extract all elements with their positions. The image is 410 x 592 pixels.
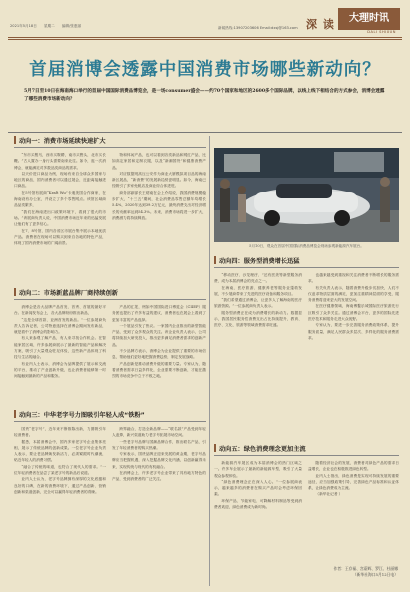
headline: 首届消博会透露中国消费市场哪些新动向？ bbox=[29, 60, 381, 80]
column-6: 跨界融合，打造全新品牌——“联名款”产品受到年轻人追捧，新兴渠道助力老字号拓展市场空间。 一些老字号品牌与国潮品牌合作，推出联名产品，引发了年轻消费者的购买热潮。 专家表示，国货品牌正迎来发展的黄金期，老字号品牌应当把握机遇，深入挖掘品牌文化内涵，以创新赢得未来，实现传统与现代的有机融合。 在消博会上，许多老字号企业带来了具有地方特色的产品，受到消费者的广泛关注。 bbox=[112, 427, 206, 482]
column-3: 消博会是各大品牌产品首发、首秀、首展的最好平台。在新闻发布会上，各大品牌纷纷推出新品， “这是全球首款、亚洲首发的新品。”一位参展商负责人告诉记者，公司特意选择在消博会期间发布新品，就是看中了消博会的影响力。 有人来参观了解产品，有人来寻找合作机会。在智能家居区域，许多参展商展示了最新的智能产品和解决方案，吸引了大量观众驻足体验，这些新产品体现了科技与生活的融合。 有业内人士表示，消博会为品牌提供了展示和交流的平台，推动了产业创新升级，也让消费者能够第一时间接触到最新的产品和服务。 bbox=[14, 305, 106, 379]
column-4: 产品的汇报，例如中国国际进口博览会（CIIEP）服务团也提出了许多有益的建议，消费者也在展会上看到了更加丰富的产品选择。 一个展品引发了热议。一家国内企业推出的新型智能产品，受到了众多观众的关注。该企业负责人表示，公司将持续加大研发投入，推出更多满足消费者需求的创新产品。 不少品牌方表示，消博会为企业提供了重要的市场信息，帮助他们更好地把握消费趋势，制定发展战略。 产品创新是推动消费升级的重要力量。专家认为，随着消费者需求日益多样化，企业需要不断创新，才能在激烈的市场竞争中立于不败之地。 bbox=[112, 305, 206, 379]
header-rule bbox=[8, 37, 402, 38]
photo-illustration bbox=[214, 148, 399, 242]
section-title-4: 动向四：服务型消费增长迅猛 bbox=[214, 256, 399, 268]
section-title-3: 动向三：中华老字号力图吸引年轻人成“铁粉” bbox=[14, 410, 206, 422]
column-5: 国货“老字号”，近年来不断推陈出新，力图吸引年轻消费者。 据悉，本届消博会中，国内多家老字号企业集体亮相，展示了传统品牌的创新成果。一位老字号企业负责人表示，要让老品牌焕发新活力，必须紧跟时代潮流，贴近年轻人的消费习惯。 “融合了传统的味道，也符合了现代人的需求。”一位年轻消费者在品尝了某老字号的新品后说道。 业内人士认为，老字号品牌拥有深厚的文化底蕴和良好的口碑，在新的消费环境下，通过产品创新、营销创新和渠道创新，完全可以赢得年轻消费者的青睐。 bbox=[14, 427, 106, 494]
header-right bbox=[220, 8, 400, 40]
section-title: 深 读 bbox=[306, 18, 335, 31]
byline: 作者：王存福、宫蔚辉、罗江、杜丽娜 （新华社海口5月12日电） bbox=[333, 566, 398, 577]
header-rule-thin bbox=[8, 39, 402, 40]
section-bar bbox=[14, 136, 16, 144]
contact-info: 新闻热线:13907203606 Email:dxsj@163.com bbox=[218, 26, 298, 30]
column-8: 也越来越受到重视和关注消费者不断增长的服务需求。 有关负责人表示，随着消费升级步伐加快，人们不仅追求物质层面的满足，更加注重精神层面的享受，服务消费将迎来更大的发展空间。 在医疗健康领域，海南博鳌乐城国际医疗旅游先行区吸引了众多关注。通过消博会平台，更多的国际先进医疗技术和服务走进大众视野。 专家认为，要进一步完善服务消费政策体系，提升服务质量，满足人民群众多层次、多样化的服务消费需求。 bbox=[308, 273, 399, 340]
section-title-2: 动向二：市场新蓝品牌厂商持续创新 bbox=[14, 288, 206, 300]
page-header bbox=[8, 4, 402, 42]
photo-caption: 5月10日，观众在首届中国国际消费品博览会现场参观新能源汽车展台。 bbox=[249, 244, 364, 248]
issue-editor: 编辑/张惠丽 bbox=[61, 24, 82, 28]
logo-subtitle: DALI SHIXUN bbox=[367, 30, 396, 34]
issue-info bbox=[10, 24, 87, 29]
column-10: 随着经济社会的发展，消费者对绿色产品的需求日益增长，企业也在积极推进绿色转型。 业内人士指出，绿色消费是实现可持续发展的重要途径，应当加强政策引导，完善绿色产品标准和认证体系，让绿色消费成为主流。 （新华社记者 ） bbox=[308, 461, 399, 497]
section-title-5: 动向五：绿色消费理念更加主流 bbox=[214, 444, 399, 456]
column-7: “移动医疗、沙龙理疗、”还有医美等新型服务消费，成为本届消博会的亮点之一。 在海南，医疗旅游、健康养老等服务业蓬勃发展，不少展商带来了先进的医疗设备和服务项目。 “我们希望通过消博会，让更多人了解海南的医疗旅游资源。”一位参展商负责人表示。 服务型消费正在成为消费增长的新动力。数据显示，我国居民服务性消费支出占比持续提升，教育、医疗、文化、旅游等领域消费需求旺盛。 bbox=[214, 273, 302, 328]
column-1: “东市买骏马，西市买鞍鞯，南市买辔头，北市买长鞭。”古人置办一身行头需要南来北往。如今，逛一次消博会，就能满足对多数品类商品的需求。 以天价进口商品为例，现场有来自全球众多国家与地区的商品，国内消费者可以通过展会，近距离接触进口商品。 在5号馆有展商“Kraft Wu”卡迪美国合作商家，在海南设有办公室，并设立了多个零售网点。该馆区域商品品类繁多， “我们在海南进出口政策环境下，看到了很大的市场。”该展商负责人说，中国消费市场近年来的迅猛发展让他们有了更多信心。 在7、8号馆，国内各省区市展台集中展示本地优质产品。消费者在现场可以购买到来自各地的特色产品，体现了国内消费市场的广阔前景。 bbox=[14, 153, 106, 246]
column-divider-lower bbox=[209, 256, 210, 586]
issue-weekday: 星期二 bbox=[43, 24, 55, 28]
lead-paragraph: 5月7日至10日在海南海口举行的首届中国国际消费品博览会，是一场consumer盛会——约70个国家和地区的2600多个国际品牌，以线上线下相结合的方式参会，消博会透露了哪些消费市场新动向？ bbox=[24, 89, 385, 103]
column-2: 物和休闲产品，也可以看到各类新品和网红产品，比如高定家居和定制衣服，以及“新潮国货”和健康消费产品。 对应数据则高压公安作为商业大厦模拟项目品的海南新区展品，“新消费”的发展新趋势更明显。如今，海南已经吸引了多家免税店及商业综合体进驻。 商务部副部长王炳南在会上介绍说，我国消费规模稳步扩大，“十三五”期间，社会消费品零售总额年均增长5.4%，2020年达到39.2万亿元，最终消费支出对经济增长的贡献率达到54.3%。未来，消费市场将进一步扩大，消费潜力将持续释放。 bbox=[112, 153, 206, 220]
lead-separator bbox=[8, 132, 402, 133]
column-9: 新能源汽车展区成为本届消博会的热门区域之一。许多车企展示了最新的新能源车型，吸引了大量观众参观体验。 “绿色消费理念正在深入人心。”一位参展商表示，越来越多的消费者在购买产品时会考虑环保因素。 环保产品、节能家电、可降解材料制品等受到消费者欢迎，绿色消费成为新时尚。 bbox=[214, 461, 302, 510]
section-title-1: 动向一：消费市场延续快速扩大 bbox=[14, 136, 206, 148]
news-photo bbox=[214, 148, 399, 242]
issue-date: 2021年5月18日 bbox=[10, 24, 37, 28]
logo: 大理时讯 bbox=[338, 8, 400, 30]
